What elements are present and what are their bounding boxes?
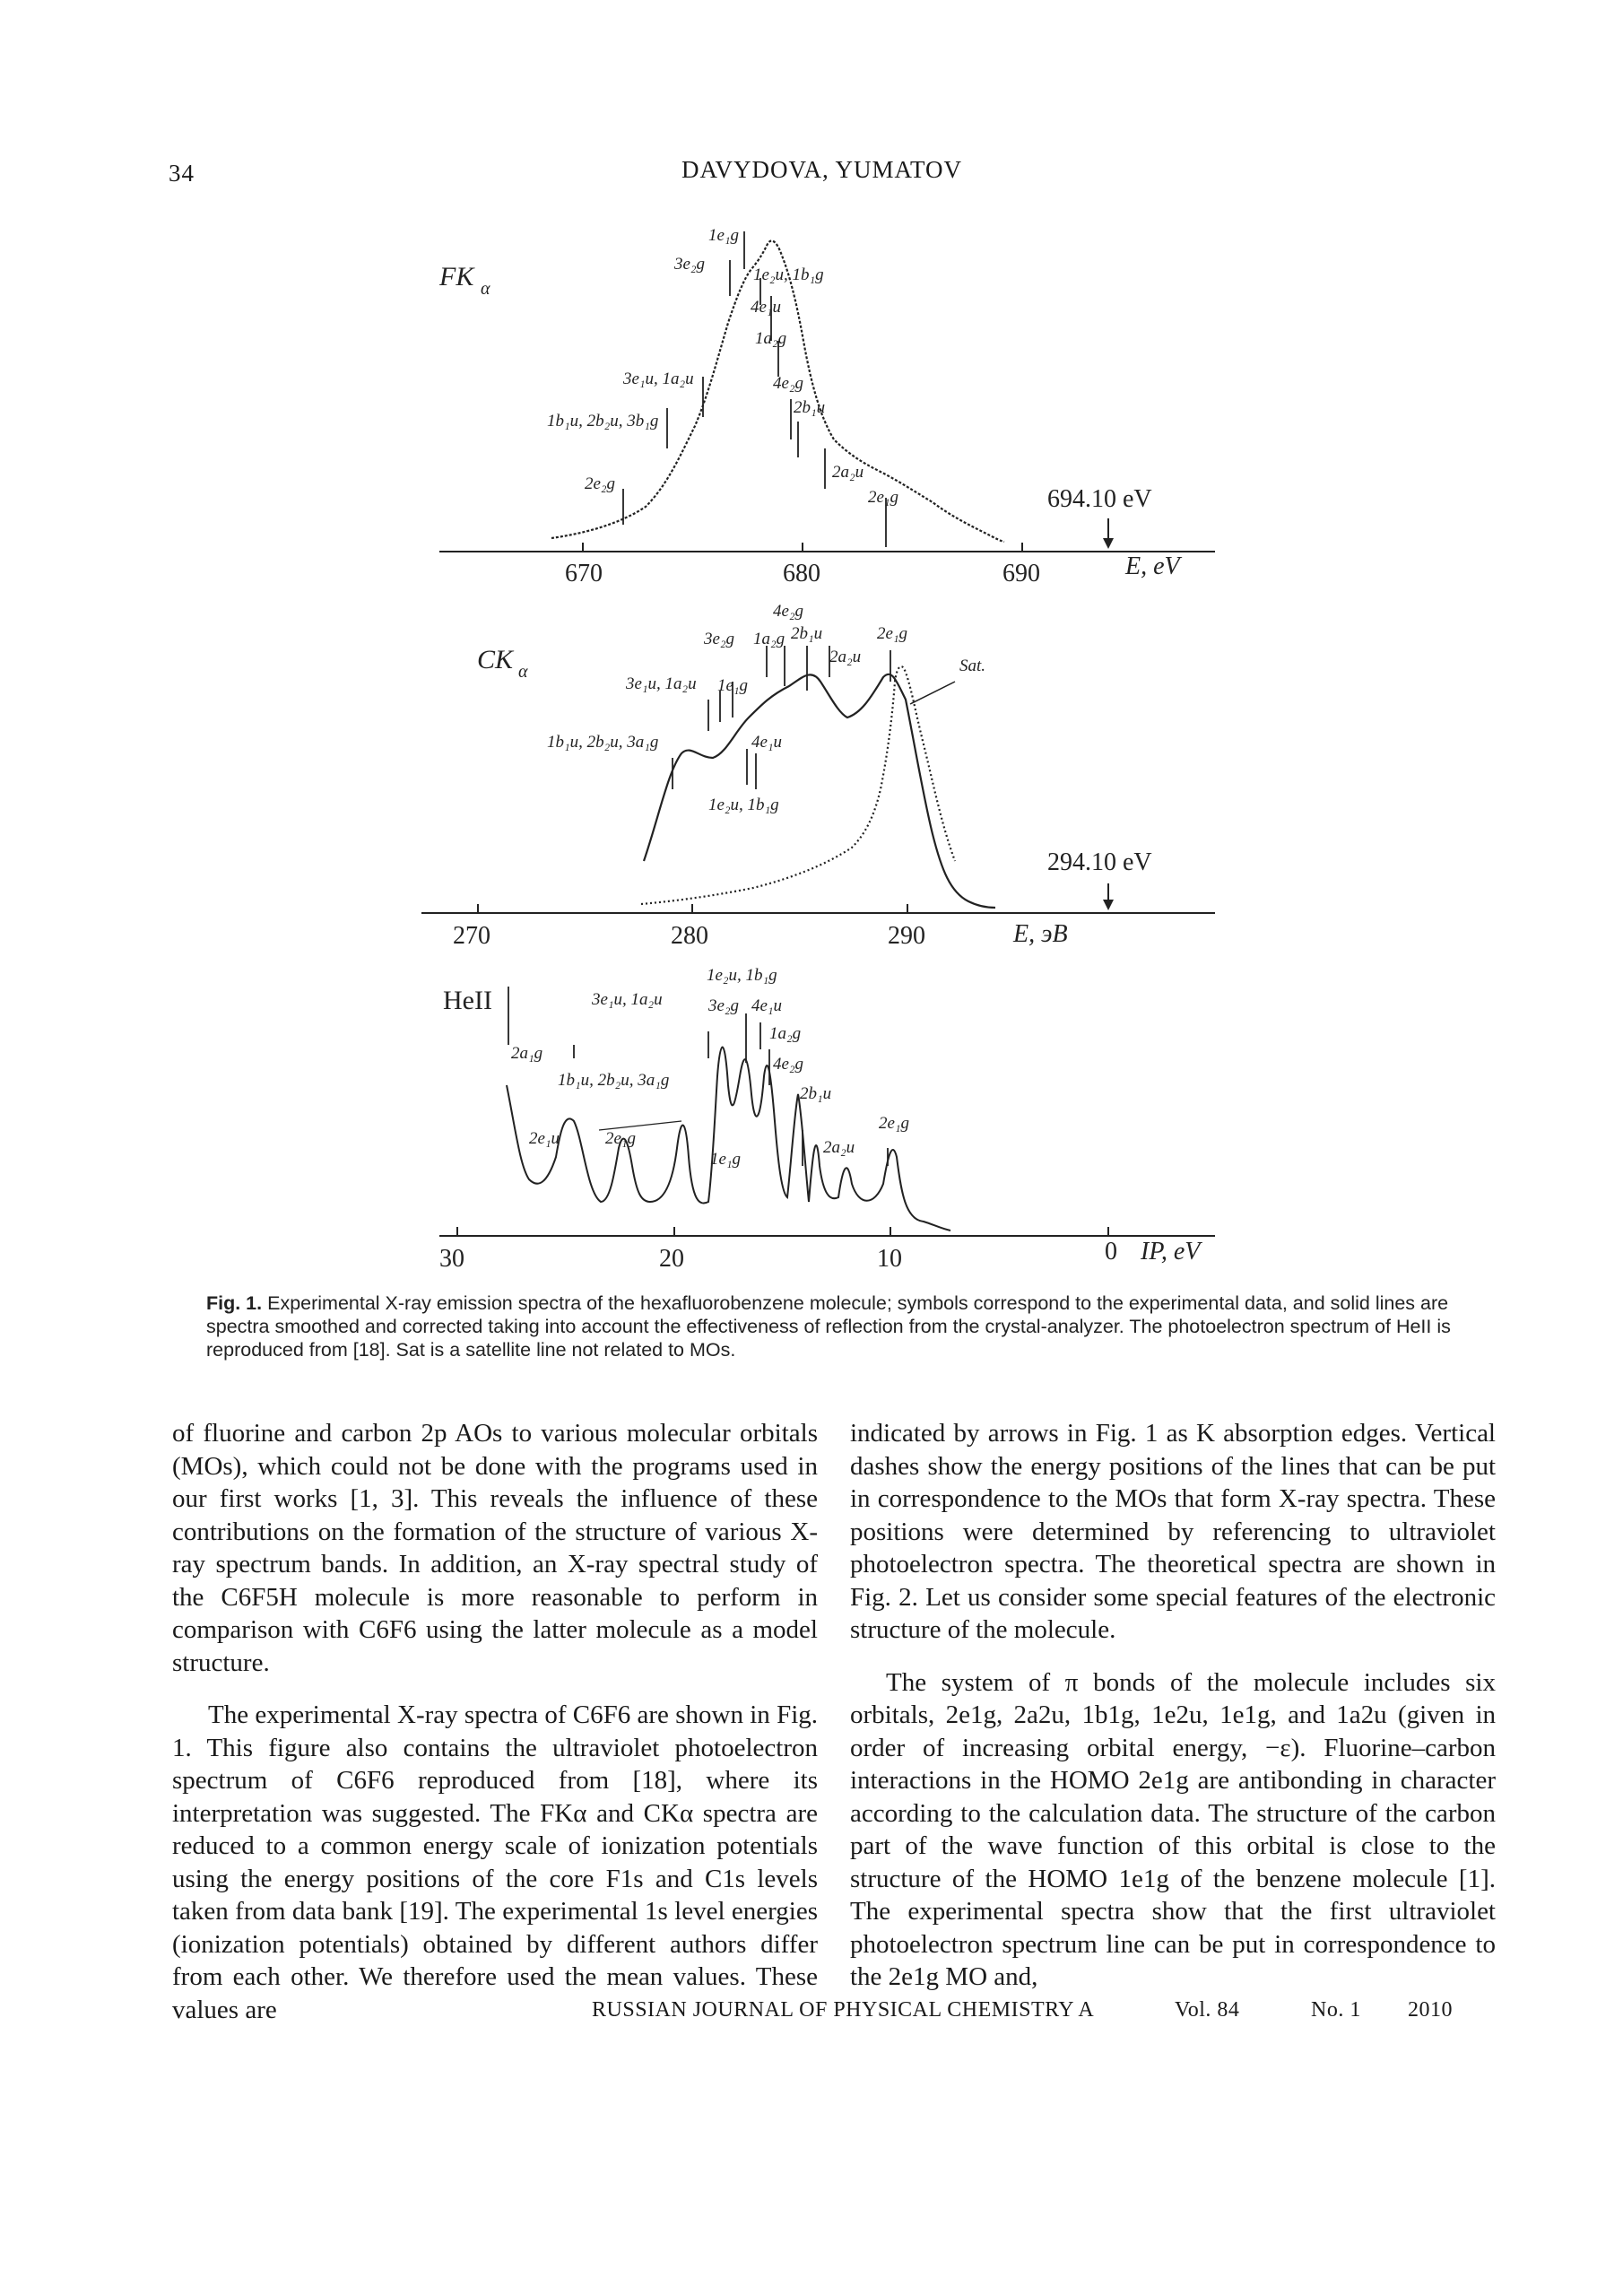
svg-text:1b₁u, 2b₂u, 3a₁g: 1b₁u, 2b₂u, 3a₁g xyxy=(558,1071,670,1090)
svg-text:E, эВ: E, эВ xyxy=(1013,920,1068,948)
svg-text:4e₂g: 4e₂g xyxy=(773,1055,804,1074)
svg-text:20: 20 xyxy=(659,1245,684,1273)
svg-text:3e₂g: 3e₂g xyxy=(674,255,706,274)
svg-text:α: α xyxy=(518,662,528,682)
figure-caption xyxy=(206,1292,1462,1361)
svg-text:1e₂u, 1b₁g: 1e₂u, 1b₁g xyxy=(753,265,824,284)
footer-issue: No. 1 xyxy=(1311,1998,1361,2022)
svg-text:4e₁u: 4e₁u xyxy=(751,298,782,317)
svg-text:α: α xyxy=(481,279,490,299)
svg-text:2b₁u: 2b₁u xyxy=(794,398,826,417)
svg-text:3e₂g: 3e₂g xyxy=(708,996,740,1015)
running-title: DAVYDOVA, YUMATOV xyxy=(681,156,963,183)
svg-text:E, eV: E, eV xyxy=(1125,552,1180,580)
svg-text:1e₁g: 1e₁g xyxy=(717,676,749,695)
cka-solid-spectrum xyxy=(644,674,995,908)
svg-text:10: 10 xyxy=(877,1245,902,1273)
cka-symbol-spectrum xyxy=(641,666,955,904)
fka-edge-label: 694.10 eV xyxy=(1047,485,1152,513)
svg-text:2a₁g: 2a₁g xyxy=(511,1044,543,1063)
fka-panel-label: FK xyxy=(439,262,474,291)
svg-text:1a₂g: 1a₂g xyxy=(753,630,785,648)
footer-volume: Vol. 84 xyxy=(1175,1998,1240,2022)
svg-text:IP, eV: IP, eV xyxy=(1141,1238,1201,1265)
page-number: 34 xyxy=(169,160,195,187)
svg-text:270: 270 xyxy=(453,922,490,950)
svg-text:3e₁u, 1a₂u: 3e₁u, 1a₂u xyxy=(623,370,694,388)
cka-edge-label: 294.10 eV xyxy=(1047,848,1152,876)
svg-text:2e₁g: 2e₁g xyxy=(877,624,908,643)
right-paragraph-1: indicated by arrows in Fig. 1 as K absorption edges. Vertical dashes show the energy positions of the lines that can be put in correspondence to the MOs that form X-ray spectra. These positions were determined by referencing to ultraviolet photoelectron spectra. The theoretical spectra are shown in Fig. 2. Let us consider some special features of the electronic structure of the molecule. xyxy=(850,1419,1496,1644)
left-paragraph-1: of fluorine and carbon 2p AOs to various molecular orbitals (MOs), which could not be done with the programs used in our first works [1, 3]. This reveals the influence of these contributions on the formation of the structure of various X-ray spectrum bands. In addition, an X-ray spectral study of the C6F5H molecule is more reasonable to perform in comparison with C6F6 using the latter molecule as a model structure. xyxy=(172,1419,818,1677)
right-paragraph-2: The system of π bonds of the molecule includes six orbitals, 2e1g, 2a2u, 1b1g, 1e2u, 1e1g, and 1a2u (given in order of increasing orbital energy, −ε). Fluorine–carbon interactions in the HOMO 2e1g are antibonding in character according to the calculation data. The structure of the carbon part of the wave function of this orbital is close to the structure of the HOMO 1e1g of the benzene molecule [1]. The experimental spectra show that the first ultraviolet photoelectron spectrum line can be put in correspondence to the 2e1g MO and, xyxy=(850,1667,1496,1991)
svg-text:2a₂u: 2a₂u xyxy=(832,463,864,482)
svg-text:280: 280 xyxy=(671,922,708,950)
svg-text:4e₁u: 4e₁u xyxy=(751,733,783,752)
heii-panel-label: HeII xyxy=(443,986,492,1015)
left-column xyxy=(172,1417,818,2046)
left-paragraph-2: The experimental X-ray spectra of C6F6 are shown in Fig. 1. This figure also contains the ultraviolet photoelectron spectrum of C6F6 reproduced from [18], where its interpretation was suggested. The FKα and CKα spectra are reduced to a common energy scale of ionization potentials using the energy positions of the core F1s and C1s levels taken from data bank [19]. The experimental 1s level energies (ionization potentials) obtained by different authors differ from each other. We therefore used the mean values. These values are xyxy=(172,1700,818,2024)
svg-text:2e₁g: 2e₁g xyxy=(879,1114,910,1133)
svg-text:2b₁u: 2b₁u xyxy=(791,624,823,643)
svg-text:670: 670 xyxy=(565,560,603,587)
svg-text:4e₁u: 4e₁u xyxy=(751,996,783,1015)
caption-label: Fig. 1. xyxy=(206,1292,263,1314)
svg-text:2a₂u: 2a₂u xyxy=(829,648,862,666)
svg-text:2e₁g: 2e₁g xyxy=(868,488,899,507)
footer-year: 2010 xyxy=(1408,1998,1453,2022)
svg-text:690: 690 xyxy=(1002,560,1040,587)
svg-text:2e₁u: 2e₁u xyxy=(529,1129,560,1148)
svg-text:2e₁g: 2e₁g xyxy=(605,1129,637,1148)
footer-journal: RUSSIAN JOURNAL OF PHYSICAL CHEMISTRY A xyxy=(592,1998,1095,2022)
right-column xyxy=(850,1417,1496,2013)
svg-text:1e₂u, 1b₁g: 1e₂u, 1b₁g xyxy=(707,966,777,985)
svg-text:4e₂g: 4e₂g xyxy=(773,602,804,621)
caption-text: Experimental X-ray emission spectra of the hexafluorobenzene molecule; symbols correspond to the experimental data, and solid lines are spectra smoothed and corrected taking into account the effectiveness of reflection from the crystal-analyzer. The photoelectron spectrum of HeII is reproduced from [18]. Sat is a satellite line not related to MOs. xyxy=(206,1292,1451,1361)
svg-text:1b₁u, 2b₂u, 3a₁g: 1b₁u, 2b₂u, 3a₁g xyxy=(547,733,659,752)
svg-text:1e₂u, 1b₁g: 1e₂u, 1b₁g xyxy=(708,796,779,814)
svg-text:30: 30 xyxy=(439,1245,464,1273)
svg-text:2a₂u: 2a₂u xyxy=(823,1138,855,1157)
svg-text:2b₁u: 2b₁u xyxy=(800,1084,832,1103)
svg-text:3e₂g: 3e₂g xyxy=(704,630,735,648)
svg-text:1a₂g: 1a₂g xyxy=(769,1024,802,1043)
svg-text:1e₁g: 1e₁g xyxy=(708,226,740,245)
svg-text:3e₁u, 1a₂u: 3e₁u, 1a₂u xyxy=(626,674,697,693)
svg-text:0: 0 xyxy=(1105,1238,1117,1265)
svg-text:3e₁u, 1a₂u: 3e₁u, 1a₂u xyxy=(592,990,663,1009)
svg-text:1e₁g: 1e₁g xyxy=(710,1150,742,1169)
svg-text:290: 290 xyxy=(888,922,925,950)
svg-text:1b₁u, 2b₂u, 3b₁g: 1b₁u, 2b₂u, 3b₁g xyxy=(547,412,659,430)
svg-text:2e₂g: 2e₂g xyxy=(585,474,616,493)
cka-panel-label: CK xyxy=(477,645,514,674)
svg-text:4e₂g: 4e₂g xyxy=(773,374,804,393)
svg-text:Sat.: Sat. xyxy=(959,657,986,675)
svg-text:680: 680 xyxy=(783,560,820,587)
svg-text:1a₂g: 1a₂g xyxy=(755,329,787,348)
